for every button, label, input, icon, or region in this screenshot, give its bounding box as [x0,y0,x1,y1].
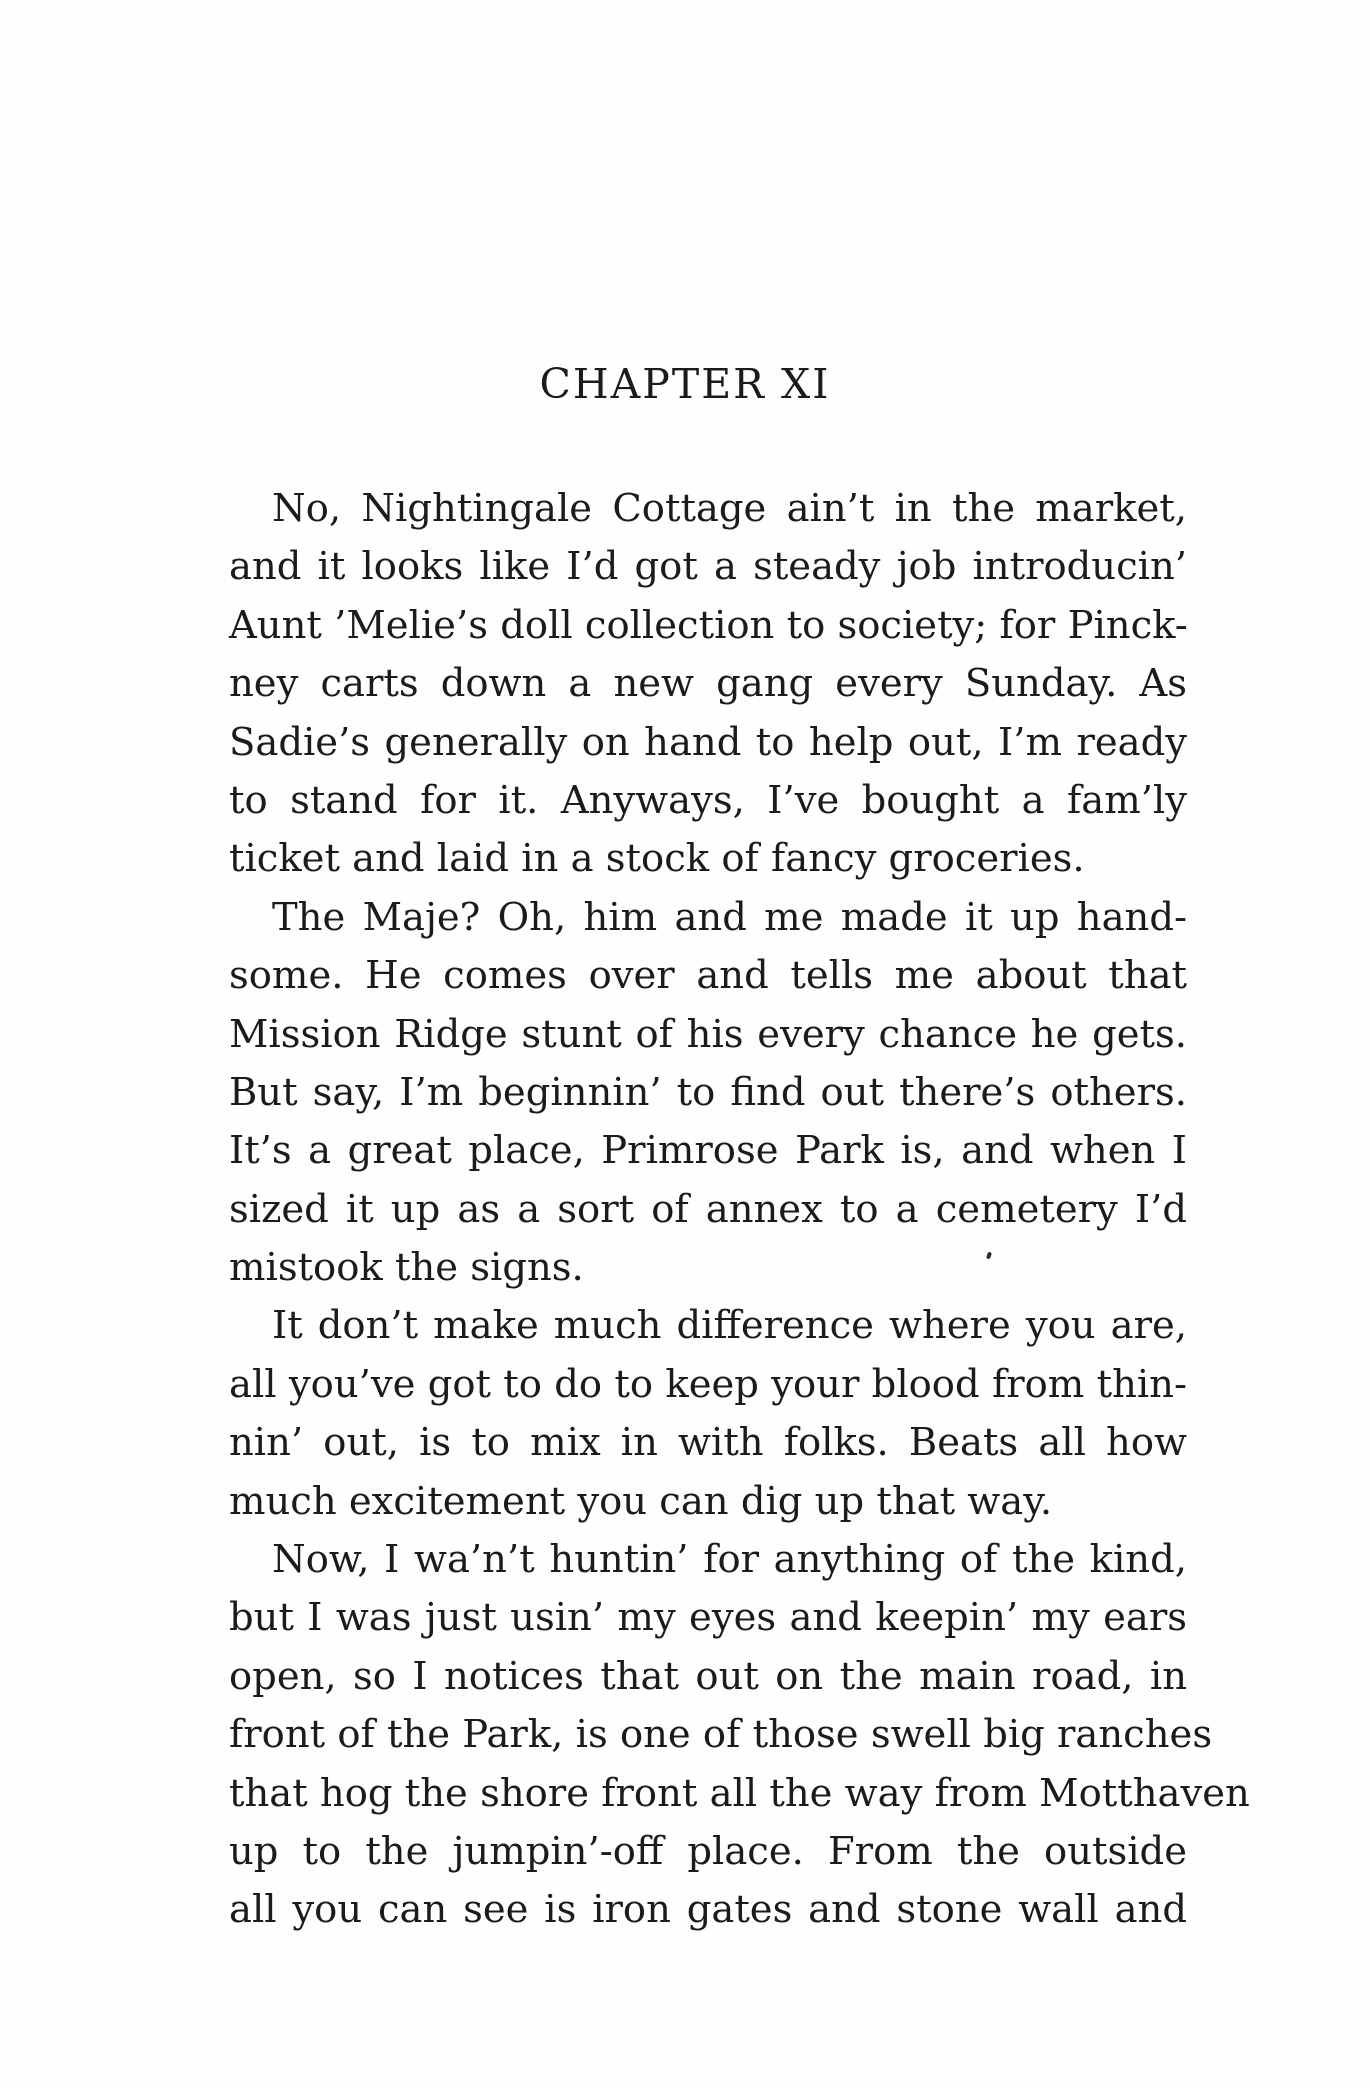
text-line: sized it up as a sort of annex to a cemetery I’d [229,1186,1187,1232]
paragraph-3 [229,1297,1187,1531]
text-line: It’s a great place, Primrose Park is, and when I [229,1128,1187,1174]
text-line: front of the Park, is one of those swell big ranches [229,1712,1213,1758]
text-line: up to the jumpin’-off place. From the outside [229,1828,1187,1874]
text-line: open, so I notices that out on the main road, in [229,1653,1187,1699]
text-line: ney carts down a new gang every Sunday. As [229,661,1187,707]
chapter-title: CHAPTER XI [539,360,831,408]
text-line: that hog the shore front all the way from Motthaven [229,1770,1250,1816]
text-line: It don’t make much difference where you are, [272,1303,1187,1349]
paragraph-2 [229,889,1187,1298]
text-line: Mission Ridge stunt of his every chance he gets. [229,1011,1187,1057]
text-line: The Maje? Oh, him and me made it up hand- [272,894,1187,940]
text-line: No, Nightingale Cottage ain’t in the market, [272,486,1187,531]
body-text [229,480,1250,1940]
text-line: all you’ve got to do to keep your blood from thin- [229,1361,1187,1407]
text-line: some. He comes over and tells me about that [229,953,1187,999]
paragraph-4 [229,1531,1250,1940]
text-line: ticket and laid in a stock of fancy groceries. [229,836,1085,882]
text-line: but I was just usin’ my eyes and keepin’ my ears [229,1595,1187,1641]
text-line: Now, I wa’n’t huntin’ for anything of the kind, [272,1537,1187,1583]
text-line: to stand for it. Anyways, I’ve bought a fam’ly [229,777,1187,823]
text-line: and it looks like I’d got a steady job introducin’ [229,544,1187,590]
paragraph-1 [229,480,1187,889]
text-line: Sadie’s generally on hand to help out, I’m ready [229,719,1187,765]
text-line: Aunt ’Melie’s doll collection to society; for Pinck- [229,602,1188,648]
text-line: nin’ out, is to mix in with folks. Beats all how [229,1420,1187,1466]
text-line: all you can see is iron gates and stone wall and [229,1887,1187,1933]
text-line: much excitement you can dig up that way. [229,1478,1053,1524]
text-line: But say, I’m beginnin’ to find out there’s others. [229,1069,1187,1115]
text-line: mistook the signs. [229,1245,584,1291]
